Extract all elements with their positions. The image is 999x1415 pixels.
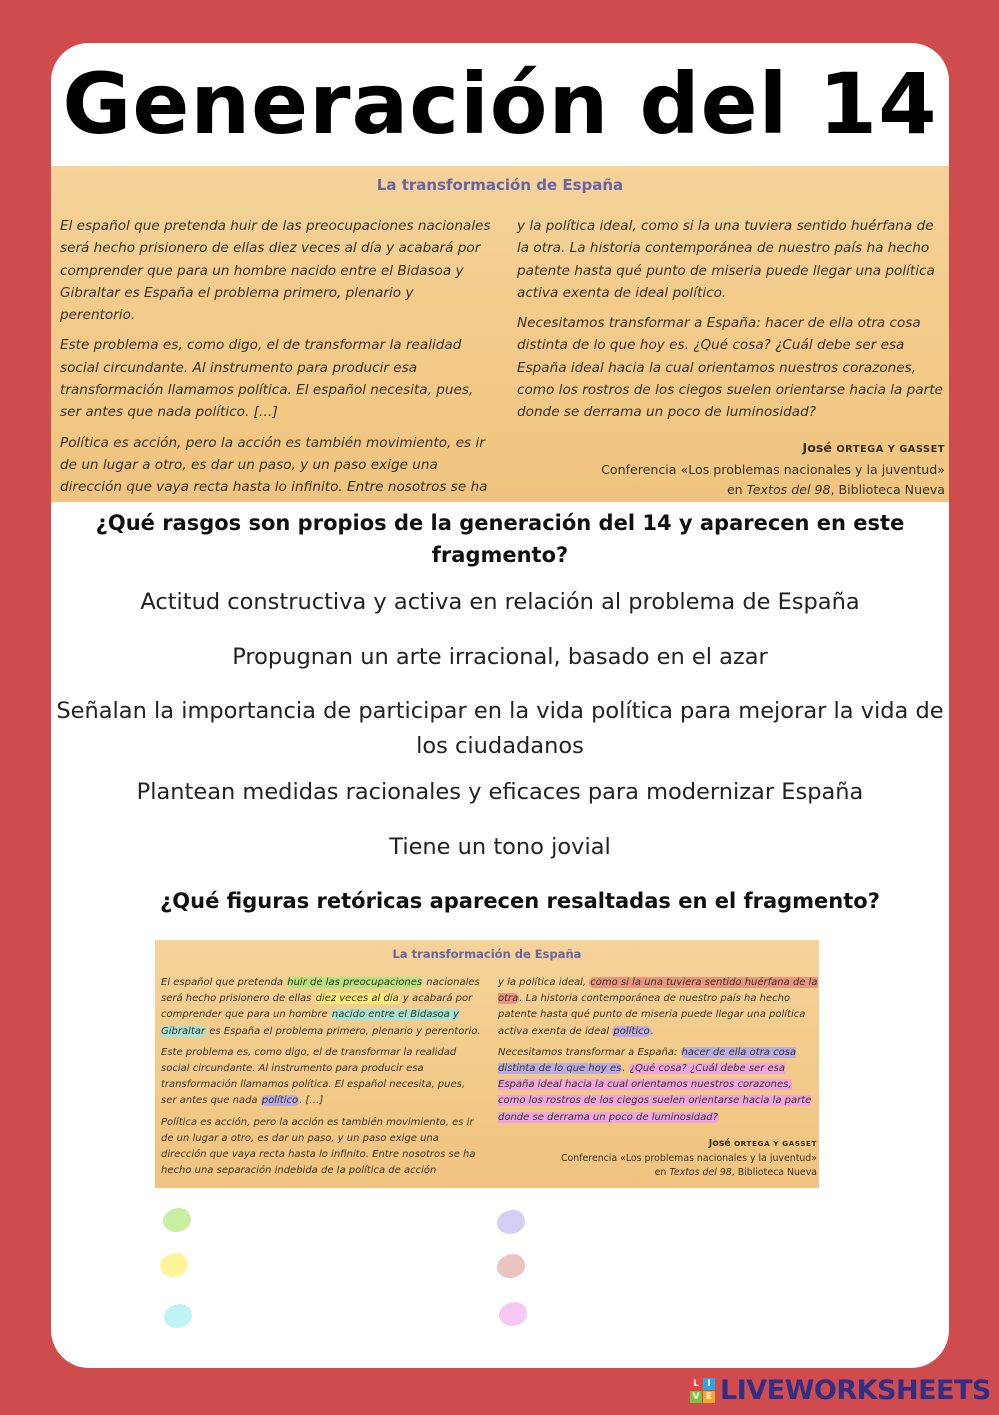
brand-logo <box>690 1373 991 1407</box>
source-line: Conferencia «Los problemas nacionales y la juventud» <box>561 1152 817 1164</box>
answer-option[interactable]: Propugnan un arte irracional, basado en el azar <box>232 644 768 670</box>
highlight-cyan: nacido entre el Bidasoa y Gibraltar <box>161 1009 459 1037</box>
answer-option[interactable]: Actitud constructiva y activa en relación al problema de España <box>140 589 860 615</box>
highlight-purple: político <box>261 1095 299 1107</box>
page-title: Generación del 14 <box>62 55 938 153</box>
excerpt-column-1 <box>161 975 483 1184</box>
answer-dropzone-yellow[interactable] <box>201 1251 431 1279</box>
worksheet-card <box>51 43 949 1368</box>
author-name: José ORTEGA Y GASSET <box>802 440 945 455</box>
highlight-red: como si la una tuviera sentido huérfana de la otra <box>498 977 818 1005</box>
excerpt-heading: La transformación de España <box>376 176 624 194</box>
answer-option[interactable]: Señalan la importancia de participar en la vida política para mejorar la vida de los ciudadanos <box>56 698 944 759</box>
excerpt-column-2 <box>517 215 949 432</box>
excerpt-paragraph: Política es acción, pero la acción es también movimiento, es ir de un lugar a otro, es dar un paso, y un paso exige una dirección que vaya recta hasta lo infinito. Entre nosotros se ha <box>60 434 488 496</box>
source-line: Conferencia «Los problemas nacionales y la juventud» <box>601 462 945 477</box>
answer-dropzone-purple[interactable] <box>535 1208 765 1236</box>
question-2: ¿Qué figuras retóricas aparecen resaltadas en el fragmento? <box>160 889 880 913</box>
red-marker-icon <box>497 1254 525 1278</box>
excerpt-paragraph: El español que pretenda huir de las preocupaciones nacionales será hecho prisionero de ellas diez veces al día y acabará por comprender que para un hombre nacido entre el Bidasoa y Gibraltar es España el problema primero, plenario y perentorio. <box>161 977 481 1037</box>
excerpt-paragraph: Necesitamos transformar a España: hacer de ella otra cosa distinta de lo que hoy es. ¿Qué cosa? ¿Cuál debe ser esa España ideal hacia la cual orientamos nuestros corazones, como los rostros de los ciegos suelen orientarse hacia la parte donde se derrama un poco de luminosidad? <box>517 315 943 421</box>
answer-dropzone-red[interactable] <box>535 1252 765 1280</box>
highlight-green: huir de las preocupaciones <box>287 977 423 988</box>
brand-name: LIVEWORKSHEETS <box>720 1374 991 1406</box>
answer-dropzone-pink[interactable] <box>535 1300 765 1328</box>
excerpt-paragraph: y la política ideal, como si la una tuviera sentido huérfana de la otra. La historia contemporánea de nuestro país ha hecho patente hasta qué punto de miseria puede llegar una política activa exenta de ideal político. <box>517 218 935 301</box>
excerpt-column-1 <box>60 215 492 502</box>
question-1: ¿Qué rasgos son propios de la generación del 14 y aparecen en este fragmento? <box>95 511 905 567</box>
excerpt-paragraph: Política es acción, pero la acción es también movimiento, es ir de un lugar a otro, es dar un paso, y un paso exige una dirección que vaya recta hasta lo infinito. Entre nosotros se ha hecho una separación indebida de la política de acción <box>161 1116 476 1177</box>
highlight-pink: ¿Qué cosa? ¿Cuál debe ser esa España ideal hacia la cual orientamos nuestros corazones, como los rostros de los ciegos suelen orientarse hacia la parte donde se derrama un poco de luminosidad? <box>498 1063 812 1123</box>
excerpt-paragraph: y la política ideal, como si la una tuviera sentido huérfana de la otra. La historia contemporánea de nuestro país ha hecho patente hasta qué punto de miseria puede llegar una política activa exenta de ideal político. <box>498 977 818 1037</box>
text-excerpt <box>51 166 949 502</box>
yellow-marker-icon <box>160 1253 188 1277</box>
answer-option[interactable]: Plantean medidas racionales y eficaces para modernizar España <box>136 779 864 805</box>
source-book: en Textos del 98, Biblioteca Nueva <box>726 482 945 497</box>
highlight-purple: político <box>613 1025 650 1037</box>
pink-marker-icon <box>499 1302 527 1326</box>
purple-marker-icon <box>497 1210 525 1234</box>
answer-dropzone-cyan[interactable] <box>201 1302 431 1330</box>
excerpt-paragraph: Necesitamos transformar a España: hacer de ella otra cosa distinta de lo que hoy es. ¿Qué cosa? ¿Cuál debe ser esa España ideal hacia la cual orientamos nuestros corazones, como los rostros de los ciegos suelen orientarse hacia la parte donde se derrama un poco de luminosidad? <box>498 1046 812 1123</box>
excerpt-paragraph: Este problema es, como digo, el de transformar la realidad social circundante. Al instrumento para producir esa transformación llamamos política. El español necesita, pues, ser antes que nada político. […] <box>60 337 474 421</box>
excerpt-column-2 <box>498 975 819 1131</box>
excerpt-heading: La transformación de España <box>392 947 582 961</box>
excerpt-paragraph: El español que pretenda huir de las preocupaciones nacionales será hecho prisionero de ellas diez veces al día y acabará por comprender que para un hombre nacido entre el Bidasoa y Gibraltar es España el problema primero, plenario y perentorio. <box>60 218 491 324</box>
source-book: en Textos del 98, Biblioteca Nueva <box>654 1167 817 1178</box>
cyan-marker-icon <box>164 1304 192 1328</box>
highlight-yellow: diez veces al día <box>315 993 399 1005</box>
excerpt-attribution <box>601 438 945 500</box>
green-marker-icon <box>163 1208 191 1232</box>
author-name: José ORTEGA Y GASSET <box>708 1138 817 1149</box>
answer-option[interactable]: Tiene un tono jovial <box>389 834 611 860</box>
highlighted-excerpt <box>155 940 819 1188</box>
liveworksheets-logo-icon: L I V E <box>690 1378 715 1403</box>
highlight-purple: hacer de ella otra cosa distinta de lo que hoy es <box>498 1046 797 1075</box>
excerpt-paragraph: Este problema es, como digo, el de transformar la realidad social circundante. Al instrumento para producir esa transformación llamamos política. El español necesita, pues, ser antes que nada político. […] <box>161 1046 466 1107</box>
excerpt-attribution <box>561 1137 817 1181</box>
answer-dropzone-green[interactable] <box>201 1206 431 1234</box>
